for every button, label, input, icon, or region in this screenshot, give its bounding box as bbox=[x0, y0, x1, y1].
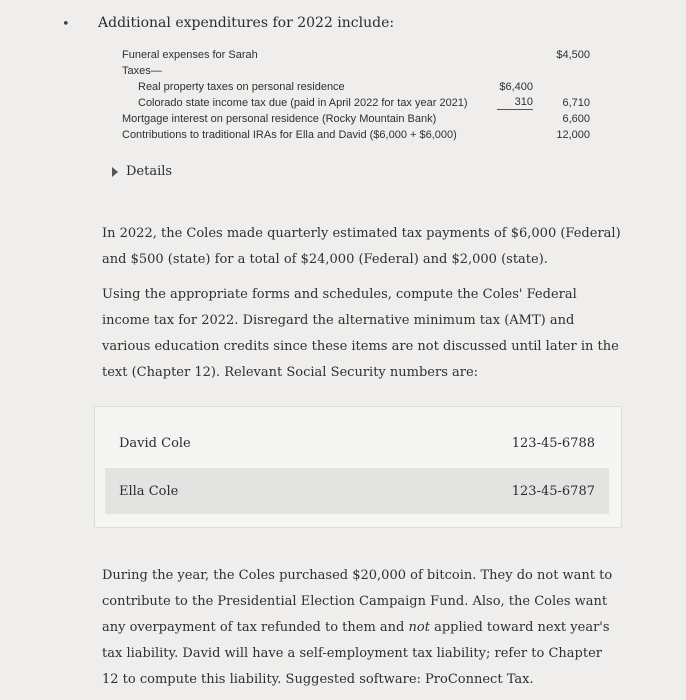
expense-amount: $4,500 bbox=[556, 49, 590, 61]
expense-label: Contributions to traditional IRAs for Ella and David ($6,000 + $6,000) bbox=[122, 129, 457, 141]
expense-amount: 6,600 bbox=[562, 113, 590, 125]
ssn-name: David Cole bbox=[119, 435, 191, 451]
paragraph-text: applied toward next year's tax liability. David will have a self-employment tax liability; refer to Chapter 12 to compute this liability. Suggested software: ProConnect Tax. bbox=[102, 620, 610, 687]
expense-row-property-tax bbox=[122, 79, 592, 95]
estimated-payments-paragraph: In 2022, the Coles made quarterly estimated tax payments of $6,000 (Federal) and $500 (state) for a total of $24,000 (Federal) and $2,000 (state). bbox=[102, 226, 621, 267]
expenditures-table bbox=[122, 47, 592, 143]
ssn-table bbox=[94, 406, 622, 528]
bitcoin-paragraph bbox=[102, 563, 622, 693]
expense-row-taxes-header bbox=[122, 63, 592, 79]
expense-row-funeral bbox=[122, 47, 592, 63]
emphasis-text: not bbox=[408, 620, 430, 635]
expense-subamount: $6,400 bbox=[499, 81, 533, 93]
expense-amount: 12,000 bbox=[556, 129, 590, 141]
ssn-number: 123-45-6788 bbox=[511, 435, 595, 451]
expense-row-ira bbox=[122, 127, 592, 143]
details-label: Details bbox=[126, 164, 173, 179]
instructions-paragraph: Using the appropriate forms and schedules, compute the Coles' Federal income tax for 2022. Disregard the alternative minimum tax (AMT) and various education credits since these items are not discussed until later in the text (Chapter 12). Relevant Social Security numbers are: bbox=[102, 287, 619, 380]
list-bullet: • bbox=[62, 17, 70, 32]
expense-label: Colorado state income tax due (paid in April 2022 for tax year 2021) bbox=[138, 97, 468, 109]
table-row bbox=[105, 420, 609, 466]
table-row bbox=[105, 468, 609, 514]
expense-row-mortgage bbox=[122, 111, 592, 127]
expense-label: Taxes— bbox=[122, 65, 162, 77]
paragraph-text: During the year, the Coles purchased $20,000 of bitcoin. They do not want to contribute to the Presidential Election Campaign Fund. Also, the Coles want any overpayment of tax refunded to them and bbox=[102, 568, 613, 635]
expense-label: Mortgage interest on personal residence (Rocky Mountain Bank) bbox=[122, 113, 437, 125]
expense-row-state-tax bbox=[122, 95, 592, 111]
expense-label: Funeral expenses for Sarah bbox=[122, 49, 258, 61]
expenditures-intro: Additional expenditures for 2022 include: bbox=[98, 15, 395, 31]
expense-label: Real property taxes on personal residence bbox=[138, 81, 345, 93]
ssn-number: 123-45-6787 bbox=[511, 483, 595, 499]
expense-amount: 6,710 bbox=[562, 97, 590, 109]
details-toggle[interactable] bbox=[112, 164, 172, 179]
expense-subamount: 310 bbox=[497, 95, 533, 110]
ssn-name: Ella Cole bbox=[119, 483, 179, 499]
expand-triangle-icon bbox=[112, 167, 118, 177]
